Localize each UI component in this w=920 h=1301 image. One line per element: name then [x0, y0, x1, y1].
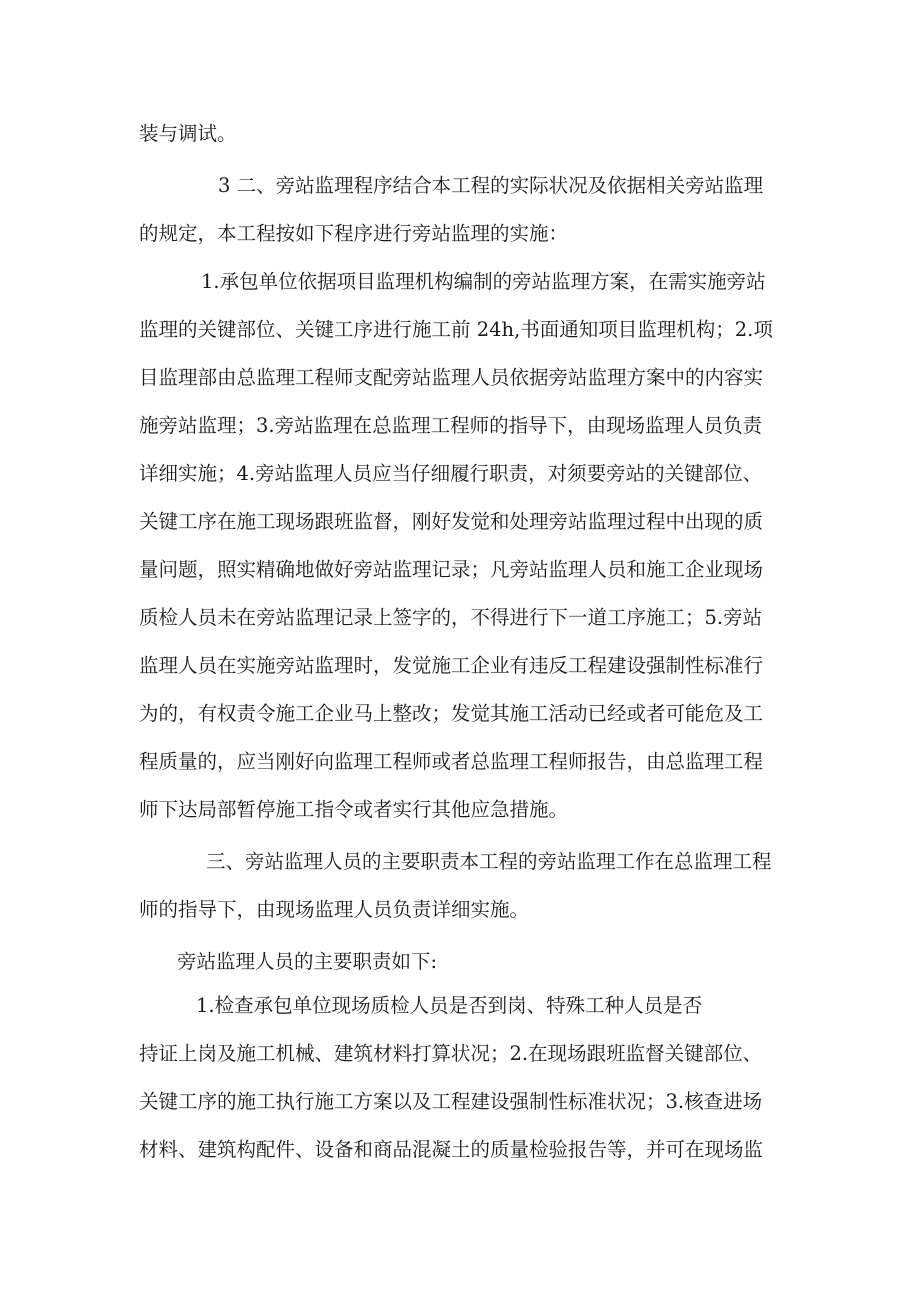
- section-2-heading-line: 3 二、旁站监理程序结合本工程的实际状况及依据相关旁站监理: [218, 174, 764, 197]
- text-line-21: 关键工序的施工执行施工方案以及工程建设强制性标准状况；3.核查进场: [139, 1090, 763, 1113]
- text-line-20: 持证上岗及施工机械、建筑材料打算状况；2.在现场跟班监督关键部位、: [139, 1042, 763, 1065]
- text-line-10: 量问题，照实精确地做好旁站监理记录；凡旁站监理人员和施工企业现场: [139, 558, 764, 581]
- text-line-7: 施旁站监理；3.旁站监理在总监理工程师的指导下，由现场监理人员负责: [139, 414, 763, 437]
- text-line-9: 关键工序在施工现场跟班监督，刚好发觉和处理旁站监理过程中出现的质: [139, 510, 764, 533]
- text-line-14: 程质量的，应当刚好向监理工程师或者总监理工程师报告，由总监理工程: [139, 750, 764, 773]
- text-line-12: 监理人员在实施旁站监理时，发觉施工企业有违反工程建设强制性标准行: [139, 654, 764, 677]
- text-line-3: 的规定，本工程按如下程序进行旁站监理的实施：: [139, 222, 569, 245]
- section-3-heading-line: 三、旁站监理人员的主要职责本工程的旁站监理工作在总监理工程: [206, 850, 772, 873]
- text-line-13: 为的，有权责令施工企业马上整改；发觉其施工活动已经或者可能危及工: [139, 702, 764, 725]
- text-line-6: 目监理部由总监理工程师支配旁站监理人员依据旁站监理方案中的内容实: [139, 366, 764, 389]
- text-line-22: 材料、建筑构配件、设备和商品混凝土的质量检验报告等，并可在现场监: [139, 1138, 764, 1161]
- text-line-1: 装与调试。: [139, 122, 237, 145]
- duties-first-line: 1.检查承包单位现场质检人员是否到岗、特殊工种人员是否: [196, 994, 703, 1017]
- paragraph-1-first-line: 1.承包单位依据项目监理机构编制的旁站监理方案，在需实施旁站: [201, 270, 766, 293]
- text-line-15: 师下达局部暂停施工指令或者实行其他应急措施。: [139, 798, 569, 821]
- text-line-5: 监理的关键部位、关键工序进行施工前 24h,书面通知项目监理机构；2.项: [139, 318, 773, 341]
- text-line-11: 质检人员未在旁站监理记录上签字的，不得进行下一道工序施工；5.旁站: [139, 606, 763, 629]
- duties-intro-line: 旁站监理人员的主要职责如下:: [177, 950, 438, 973]
- text-line-8: 详细实施；4.旁站监理人员应当仔细履行职责，对须要旁站的关键部位、: [139, 462, 763, 485]
- text-line-17: 师的指导下，由现场监理人员负责详细实施。: [139, 898, 530, 921]
